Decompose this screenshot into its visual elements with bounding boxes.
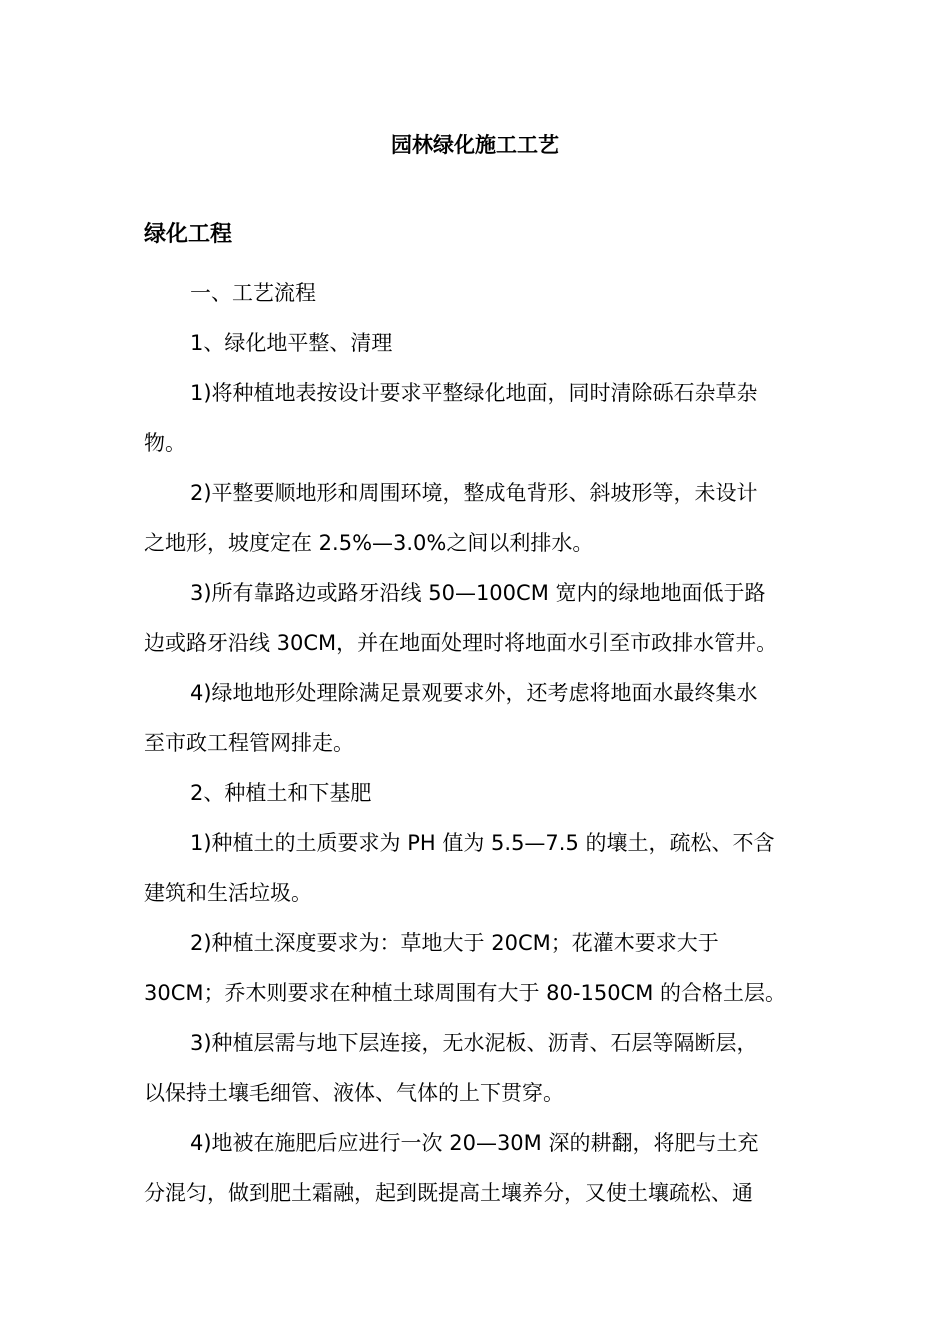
- text-line: 3)种植层需与地下层连接，无水泥板、沥青、石层等隔断层，: [190, 1031, 758, 1055]
- paragraph-process-heading: [144, 268, 824, 318]
- text-line: 30CM；乔木则要求在种植土球周围有大于 80-150CM 的合格土层。: [144, 981, 787, 1005]
- text-line: 以保持土壤毛细管、液体、气体的上下贯穿。: [144, 1081, 564, 1105]
- paragraph-item: [144, 1018, 824, 1118]
- paragraph-subheading-1: [144, 318, 824, 368]
- text-line: 1、绿化地平整、清理: [190, 331, 393, 355]
- text-line: 一、工艺流程: [190, 281, 316, 305]
- text-line: 2)平整要顺地形和周围环境，整成龟背形、斜坡形等，未设计: [190, 481, 758, 505]
- document-title: 园林绿化施工工艺: [391, 133, 559, 157]
- paragraph-item: [144, 918, 824, 1018]
- paragraph-item: [144, 568, 824, 668]
- document-body: [144, 268, 824, 1218]
- text-line: 物。: [144, 431, 186, 455]
- text-line: 4)地被在施肥后应进行一次 20—30M 深的耕翻，将肥与土充: [190, 1131, 759, 1155]
- text-line: 之地形，坡度定在 2.5%—3.0%之间以利排水。: [144, 531, 594, 555]
- text-line: 1)种植土的土质要求为 PH 值为 5.5—7.5 的壤土，疏松、不含: [190, 831, 775, 855]
- text-line: 建筑和生活垃圾。: [144, 881, 312, 905]
- paragraph-item: [144, 818, 824, 918]
- section-heading: 绿化工程: [144, 222, 233, 247]
- text-line: 边或路牙沿线 30CM，并在地面处理时将地面水引至市政排水管井。: [144, 631, 778, 655]
- paragraph-item: [144, 368, 824, 468]
- paragraph-item: [144, 1118, 824, 1218]
- text-line: 3)所有靠路边或路牙沿线 50—100CM 宽内的绿地地面低于路: [190, 581, 766, 605]
- text-line: 1)将种植地表按设计要求平整绿化地面，同时清除砾石杂草杂: [190, 381, 758, 405]
- paragraph-item: [144, 468, 824, 568]
- text-line: 2)种植土深度要求为：草地大于 20CM；花灌木要求大于: [190, 931, 719, 955]
- paragraph-subheading-2: [144, 768, 824, 818]
- text-line: 2、种植土和下基肥: [190, 781, 372, 805]
- text-line: 分混匀，做到肥土霜融，起到既提高土壤养分，又使土壤疏松、通: [144, 1181, 753, 1205]
- text-line: 至市政工程管网排走。: [144, 731, 354, 755]
- text-line: 4)绿地地形处理除满足景观要求外，还考虑将地面水最终集水: [190, 681, 758, 705]
- paragraph-item: [144, 668, 824, 768]
